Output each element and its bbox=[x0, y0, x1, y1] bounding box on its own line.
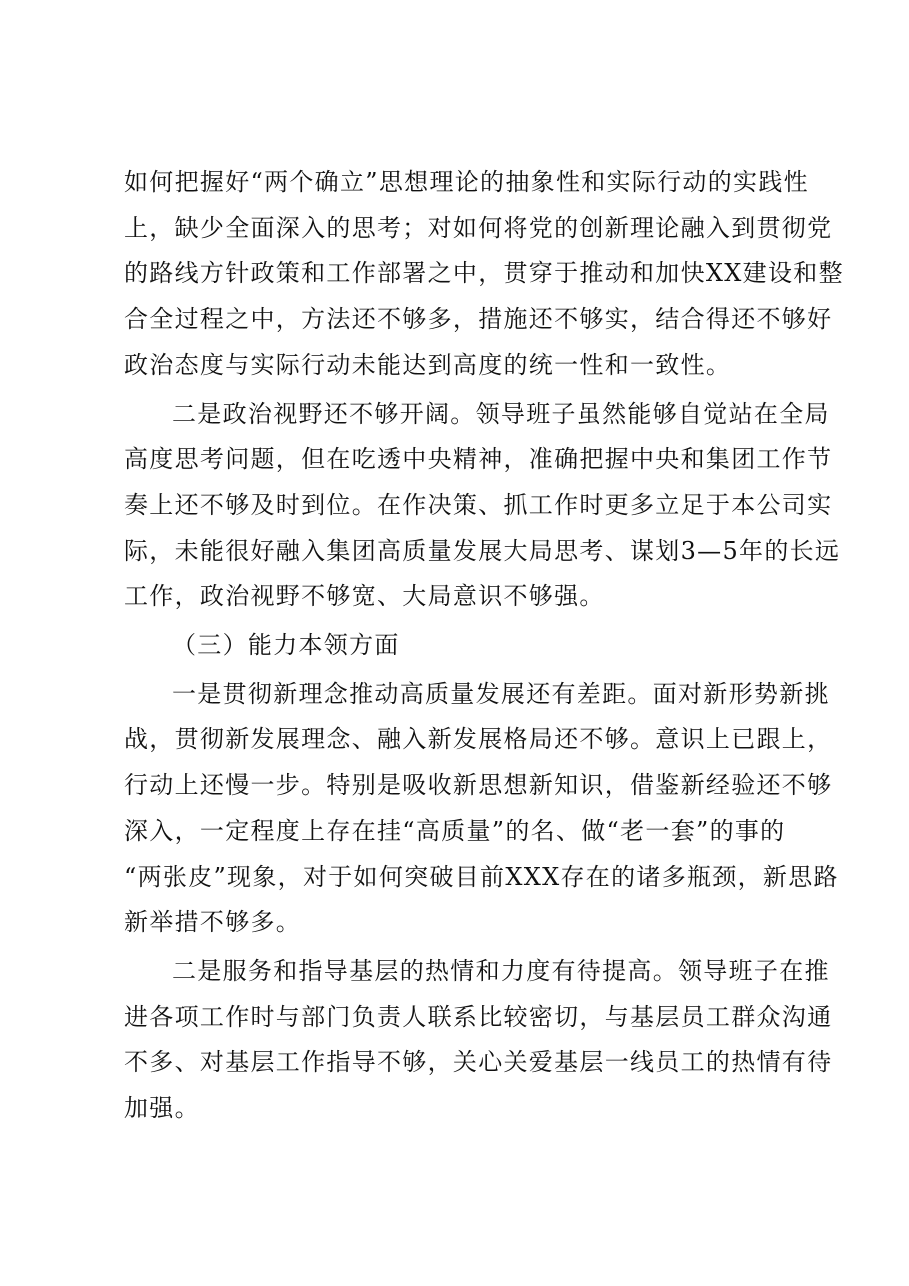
text-line: 上，缺少全面深入的思考；对如何将党的创新理论融入到贯彻党 bbox=[124, 213, 833, 242]
text-line: 工作，政治视野不够宽、大局意识不够强。 bbox=[124, 582, 605, 611]
text-line: 政治态度与实际行动未能达到高度的统一性和一致性。 bbox=[124, 350, 732, 379]
section-heading-ability bbox=[124, 623, 824, 669]
paragraph-new-concept bbox=[124, 672, 839, 946]
text-line: 行动上还慢一步。特别是吸收新思想新知识，借鉴新经验还不够 bbox=[124, 771, 833, 800]
paragraph-grassroots-service bbox=[124, 949, 833, 1132]
text-line: 的路线方针政策和工作部署之中，贯穿于推动和加快XX建设和整 bbox=[124, 259, 844, 288]
text-line: 深入，一定程度上存在挂“高质量”的名、做“老一套”的事的 bbox=[124, 816, 786, 845]
text-line: 一是贯彻新理念推动高质量发展还有差距。面对新形势新挑 bbox=[172, 679, 830, 708]
text-line: 二是政治视野还不够开阔。领导班子虽然能够自觉站在全局 bbox=[172, 399, 830, 428]
text-line: 不多、对基层工作指导不够，关心关爱基层一线员工的热情有待 bbox=[124, 1048, 833, 1077]
document-body bbox=[124, 160, 844, 1132]
text-line: 新举措不够多。 bbox=[124, 908, 302, 937]
text-line: 合全过程之中，方法还不够多，措施还不够实，结合得还不够好 bbox=[124, 305, 833, 334]
text-line: 二是服务和指导基层的热情和力度有待提高。领导班子在推 bbox=[172, 956, 830, 985]
paragraph-political-vision bbox=[124, 392, 841, 621]
text-line: 际，未能很好融入集团高质量发展大局思考、谋划3—5年的长远 bbox=[124, 536, 841, 565]
section-heading: （三）能力本领方面 bbox=[172, 631, 400, 660]
text-line: 进各项工作时与部门负责人联系比较密切，与基层员工群众沟通 bbox=[124, 1002, 833, 1031]
text-line: 战，贯彻新发展理念、融入新发展格局还不够。意识上已跟上， bbox=[124, 725, 833, 754]
text-line: 加强。 bbox=[124, 1094, 200, 1123]
text-line: 如何把握好“两个确立”思想理论的抽象性和实际行动的实践性 bbox=[124, 168, 809, 196]
text-line: “两张皮”现象，对于如何突破目前XXX存在的诸多瓶颈，新思路 bbox=[124, 862, 839, 891]
text-line: 奏上还不够及时到位。在作决策、抓工作时更多立足于本公司实 bbox=[124, 490, 833, 519]
text-line: 高度思考问题，但在吃透中央精神，准确把握中央和集团工作节 bbox=[124, 445, 833, 474]
paragraph-political-theory bbox=[124, 160, 844, 389]
